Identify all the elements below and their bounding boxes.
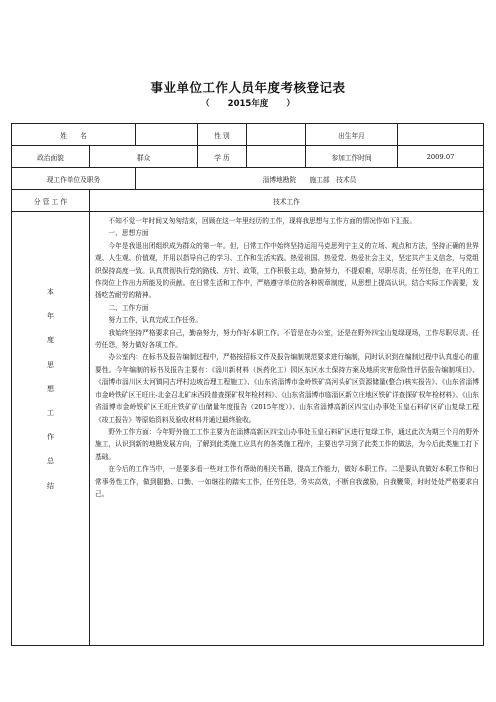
summary-paragraph: 努力工作，认真完成工作任务。 bbox=[108, 316, 203, 325]
side-char: 思 bbox=[47, 360, 54, 369]
summary-paragraph: 在今后的工作当中，一是要多看一些对工作有帮助的相关书籍，提高工作能力，做好本职工作。二是要认真做好本职工作和日常事务性工作，做到腿勤、口勤、一如继往的踏实工作，任劳任怨，务实高效，不断自我激励，自我鞭策，时时处处严格要求自己。 bbox=[95, 465, 479, 498]
education-value[interactable] bbox=[247, 146, 306, 168]
unit-label: 现工作单位及职务 bbox=[12, 168, 136, 190]
form-year bbox=[0, 97, 496, 109]
year-open-paren: （ bbox=[201, 99, 210, 109]
summary-intro: 不知不觉一年时间又匆匆结束，回顾在这一年里经历的工作，现将我思想与工作方面的情况作如下汇报。 bbox=[108, 217, 417, 225]
education-label: 学 历 bbox=[198, 146, 247, 168]
birth-value[interactable] bbox=[398, 124, 484, 146]
summary-body[interactable] bbox=[90, 212, 484, 646]
summary-heading-work: 二、工作方面 bbox=[108, 303, 149, 312]
gender-label: 性 别 bbox=[198, 124, 247, 146]
side-char: 本 bbox=[47, 288, 54, 296]
birth-label: 出生年月 bbox=[306, 124, 398, 146]
form-title: 事业单位工作人员年度考核登记表 bbox=[150, 80, 346, 95]
name-label: 姓 名 bbox=[12, 124, 136, 146]
side-char: 年 bbox=[47, 312, 54, 321]
summary-heading-thought: 一、思想方面 bbox=[108, 229, 149, 238]
year-value: 2015年度 bbox=[227, 99, 269, 109]
work-start-value[interactable]: 2009.07 bbox=[398, 146, 484, 168]
summary-paragraph: 野外工作方面：今年野外施工工作主要为在淄博高新区四宝山办事处玉皇石料矿区进行复绿工作，通过此次为期三个月的野外施工，认识到新的地勘发展方向，了解到此类施工应具有的各类施工程序，主要也学习到了此类工作的做法，为今后此类施工打下基础。 bbox=[95, 427, 479, 461]
side-char: 总 bbox=[47, 457, 54, 466]
political-value[interactable]: 群众 bbox=[90, 146, 198, 168]
side-char: 结 bbox=[47, 481, 54, 490]
unit-value[interactable]: 淄博地勘院 施工部 技术员 bbox=[136, 168, 484, 190]
appraisal-form-table bbox=[11, 123, 484, 646]
duty-label: 分 管 工 作 bbox=[12, 190, 90, 212]
summary-paragraph: 办公室内：在标书及报告编制过程中，严格按招标文件及报告编制规范要求进行编制，同时认识到在编制过程中认真虚心的重要性。今年编制的标书及报告主要有：《淄川新材料（医药化工）园区东区水土保持方案及地质灾害危险性评估报告编制项目》、《淄博市淄川区太河镇同古坪村边坡治理工程施工》、《山东省淄博市金岭铁矿高河头矿区资源储量(整合)核实报告》、《山东省淄博市金岭铁矿区王旺庄-北金召北矿床西段普查探矿权年检材料》、《山东省淄博市临淄区新立庄地区铁矿详查探矿权年检材料》、《山东省淄博市金岭铁矿区王旺庄铁矿矿山储量年度报告（2015年度）》、山东省淄博高新区四宝山办事处玉皇石料矿区矿山复绿工程《竣工报告》等原始资料及验收材料并通过最终验收。 bbox=[95, 353, 479, 424]
side-char: 作 bbox=[47, 433, 54, 442]
side-char: 工 bbox=[47, 409, 54, 418]
summary-paragraph: 今年是我退出团组织成为群众的第一年。但，日常工作中始终坚持运用马克思列宁主义的立场、观点和方法，坚持正确的世界观、人生观、价值观，并用以指导自己的学习、工作和生活实践。热爱祖国、热爱党、热爱社会主义，坚定共产主义信念，与党组织保持高度一致。认真贯彻执行党的路线、方针、政策，工作积极主动，勤奋努力，不提艰难，尽职尽责，任劳任怨，在平凡的工作岗位上作出力所能及的贡献。在日常生活和工作中，严格遵守单位的各种规章制度，从思想上提高认识，结合实际工作需要，发扬吃苦耐劳的精神。 bbox=[95, 241, 479, 300]
summary-side-label bbox=[12, 212, 90, 646]
name-value[interactable] bbox=[136, 124, 198, 146]
gender-value[interactable] bbox=[247, 124, 306, 146]
side-char: 想 bbox=[47, 384, 54, 393]
duty-value[interactable]: 技术工作 bbox=[90, 190, 484, 212]
work-start-label: 参加工作时间 bbox=[306, 146, 398, 168]
side-char: 度 bbox=[47, 336, 54, 345]
political-label: 政治面貌 bbox=[12, 146, 90, 168]
year-close-paren: ） bbox=[286, 99, 295, 109]
summary-paragraph: 我始终坚持严格要求自己，勤奋努力，努力作好本职工作。不管是在办公室，还是在野外四宝山复绿现场，工作尽职尽责、任劳任怨，努力做好各项工作。 bbox=[95, 328, 479, 350]
